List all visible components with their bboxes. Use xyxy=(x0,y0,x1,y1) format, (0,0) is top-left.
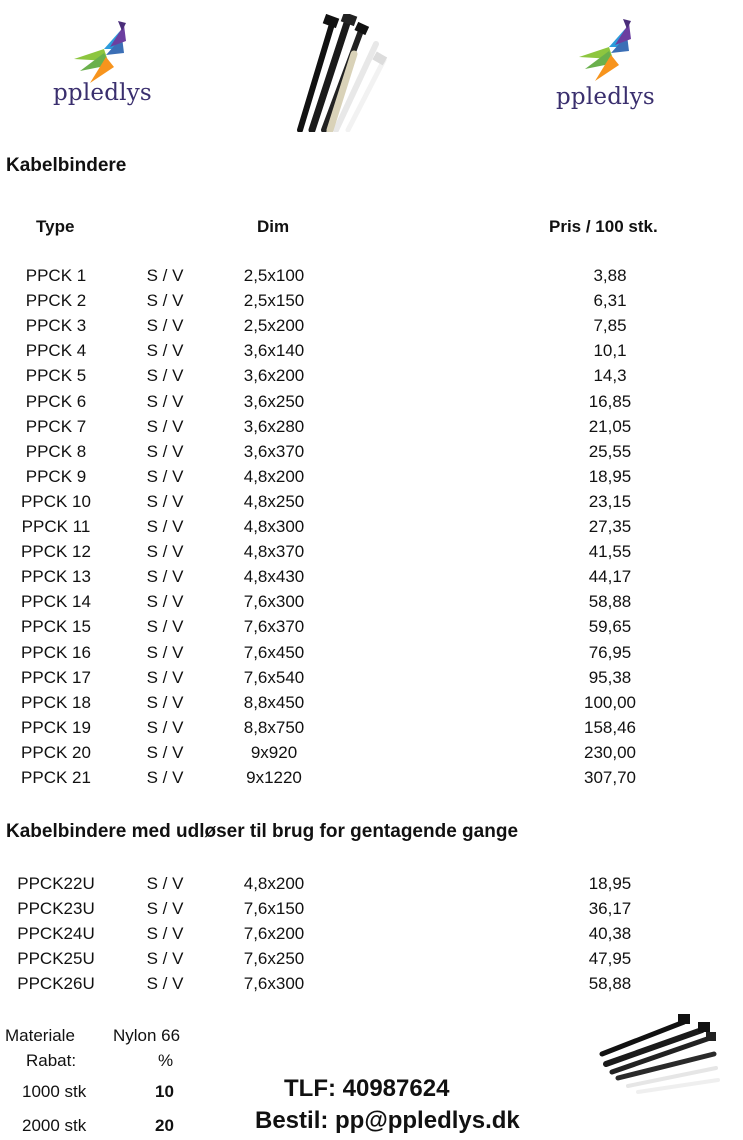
cell-type: PPCK25U xyxy=(17,949,95,969)
cell-type: PPCK26U xyxy=(17,974,95,994)
cell-type: PPCK 4 xyxy=(25,341,87,361)
table-row xyxy=(0,592,743,617)
cell-dim: 7,6x250 xyxy=(243,949,305,969)
cell-price: 95,38 xyxy=(588,667,632,687)
cell-dim: 3,6x250 xyxy=(243,391,305,411)
cell-type: PPCK 7 xyxy=(25,416,87,436)
cell-price: 18,95 xyxy=(588,466,632,486)
cell-dim: 8,8x750 xyxy=(243,717,305,737)
cell-dim: 4,8x200 xyxy=(243,874,305,893)
cell-type: PPCK22U xyxy=(17,874,95,893)
cell-type: PPCK 2 xyxy=(25,291,87,311)
cell-price: 21,05 xyxy=(588,416,632,436)
cell-price: 58,88 xyxy=(588,974,632,994)
table-row xyxy=(0,517,743,542)
table-row xyxy=(0,492,743,517)
cell-sv: S / V xyxy=(146,466,184,486)
cell-sv: S / V xyxy=(146,366,184,386)
cell-sv: S / V xyxy=(146,592,184,612)
phone-number: TLF: 40987624 xyxy=(284,1075,450,1102)
table-row xyxy=(0,316,743,341)
column-header-dim: Dim xyxy=(257,217,290,236)
cell-dim: 4,8x250 xyxy=(243,491,305,511)
cell-sv: S / V xyxy=(146,517,184,536)
table-row xyxy=(0,617,743,642)
cell-dim: 3,6x200 xyxy=(243,366,305,386)
cell-dim: 3,6x280 xyxy=(243,416,305,436)
cell-dim: 7,6x450 xyxy=(243,642,305,662)
table-row xyxy=(0,442,743,467)
cell-dim: 2,5x100 xyxy=(243,266,305,285)
table-row xyxy=(0,567,743,592)
cell-type: PPCK 8 xyxy=(25,441,87,461)
tier1-quantity: 1000 stk xyxy=(22,1082,87,1101)
section-title-kabelbindere: Kabelbindere xyxy=(6,155,127,176)
table-row xyxy=(0,417,743,442)
table-row xyxy=(0,643,743,668)
table-row xyxy=(0,341,743,366)
cell-type: PPCK 1 xyxy=(25,266,87,285)
table-row xyxy=(0,366,743,391)
cell-price: 25,55 xyxy=(588,441,632,461)
cell-sv: S / V xyxy=(146,874,184,893)
cell-type: PPCK 6 xyxy=(25,391,87,411)
cell-dim: 3,6x370 xyxy=(243,441,305,461)
cell-price: 58,88 xyxy=(588,592,632,612)
cell-price: 230,00 xyxy=(584,742,636,762)
cell-dim: 3,6x140 xyxy=(243,341,305,361)
table-row xyxy=(0,899,743,924)
cell-price: 36,17 xyxy=(588,899,632,919)
cell-type: PPCK24U xyxy=(17,924,95,944)
cell-sv: S / V xyxy=(146,266,184,285)
table-row xyxy=(0,743,743,768)
cell-price: 158,46 xyxy=(584,717,636,737)
cell-dim: 7,6x370 xyxy=(243,617,305,637)
cell-sv: S / V xyxy=(146,567,184,587)
column-header-type: Type xyxy=(36,217,75,236)
cable-ties-image-small xyxy=(598,1008,722,1098)
cell-type: PPCK 5 xyxy=(25,366,87,386)
cell-dim: 7,6x540 xyxy=(243,667,305,687)
column-header-price: Pris / 100 stk. xyxy=(549,217,658,236)
cell-dim: 7,6x300 xyxy=(243,592,305,612)
cell-dim: 9x920 xyxy=(250,742,298,762)
tier2-percent: 20 xyxy=(155,1116,174,1135)
tier2-quantity: 2000 stk xyxy=(22,1116,87,1135)
cell-dim: 4,8x200 xyxy=(243,466,305,486)
cell-sv: S / V xyxy=(146,692,184,712)
cell-dim: 4,8x370 xyxy=(243,542,305,562)
table-row xyxy=(0,392,743,417)
cell-sv: S / V xyxy=(146,542,184,562)
cell-type: PPCK 21 xyxy=(21,768,91,787)
cell-dim: 2,5x200 xyxy=(243,316,305,336)
cell-sv: S / V xyxy=(146,949,184,969)
cell-price: 44,17 xyxy=(588,567,632,587)
cell-dim: 8,8x450 xyxy=(243,692,305,712)
cell-dim: 9x1220 xyxy=(246,768,302,787)
cell-price: 47,95 xyxy=(588,949,632,969)
table-row xyxy=(0,668,743,693)
material-label: Materiale xyxy=(5,1026,75,1045)
rabat-unit: % xyxy=(158,1051,174,1070)
cable-ties-image xyxy=(290,14,390,132)
cell-sv: S / V xyxy=(146,667,184,687)
cell-dim: 7,6x300 xyxy=(243,974,305,994)
cell-type: PPCK23U xyxy=(17,899,95,919)
cell-sv: S / V xyxy=(146,974,184,994)
cell-sv: S / V xyxy=(146,617,184,637)
brand-name-left: ppledlys xyxy=(53,80,152,106)
brand-name-right: ppledlys xyxy=(556,84,655,110)
cell-sv: S / V xyxy=(146,491,184,511)
table-row xyxy=(0,291,743,316)
cell-dim: 7,6x150 xyxy=(243,899,305,919)
table-row xyxy=(0,542,743,567)
cell-price: 41,55 xyxy=(588,542,632,562)
table-row xyxy=(0,924,743,949)
cell-type: PPCK 13 xyxy=(21,567,91,587)
cell-type: PPCK 3 xyxy=(25,316,87,336)
cell-type: PPCK 16 xyxy=(21,642,91,662)
cell-price: 23,15 xyxy=(588,491,632,511)
cell-type: PPCK 9 xyxy=(25,466,87,486)
cell-price: 10,1 xyxy=(593,341,627,361)
cell-price: 59,65 xyxy=(588,617,632,637)
cell-sv: S / V xyxy=(146,742,184,762)
cell-price: 76,95 xyxy=(588,642,632,662)
table-row xyxy=(0,974,743,999)
cell-dim: 4,8x300 xyxy=(243,517,305,536)
cell-price: 18,95 xyxy=(588,874,632,893)
cell-type: PPCK 20 xyxy=(21,742,91,762)
cell-type: PPCK 19 xyxy=(21,717,91,737)
cell-price: 7,85 xyxy=(593,316,627,336)
cell-sv: S / V xyxy=(146,441,184,461)
cell-sv: S / V xyxy=(146,416,184,436)
table-row xyxy=(0,874,743,899)
section-title-releasable: Kabelbindere med udløser til brug for gentagende gange xyxy=(6,821,519,842)
cell-type: PPCK 11 xyxy=(21,517,91,536)
cell-price: 16,85 xyxy=(588,391,632,411)
cell-sv: S / V xyxy=(146,316,184,336)
cell-type: PPCK 17 xyxy=(21,667,91,687)
table-row xyxy=(0,768,743,793)
cell-dim: 4,8x430 xyxy=(243,567,305,587)
rabat-label: Rabat: xyxy=(26,1051,77,1070)
cell-price: 307,70 xyxy=(584,768,636,787)
order-email[interactable]: Bestil: pp@ppledlys.dk xyxy=(255,1107,520,1134)
cell-price: 14,3 xyxy=(593,366,627,386)
cell-sv: S / V xyxy=(146,717,184,737)
table-row xyxy=(0,949,743,974)
cell-price: 100,00 xyxy=(584,692,636,712)
cell-sv: S / V xyxy=(146,924,184,944)
cell-sv: S / V xyxy=(146,642,184,662)
cell-type: PPCK 15 xyxy=(21,617,91,637)
cell-type: PPCK 14 xyxy=(21,592,91,612)
cell-type: PPCK 10 xyxy=(21,491,91,511)
tier1-percent: 10 xyxy=(155,1082,174,1101)
table-row xyxy=(0,266,743,291)
cell-price: 40,38 xyxy=(588,924,632,944)
cell-sv: S / V xyxy=(146,291,184,311)
material-value: Nylon 66 xyxy=(113,1026,181,1045)
cell-sv: S / V xyxy=(146,899,184,919)
cell-type: PPCK 18 xyxy=(21,692,91,712)
cell-sv: S / V xyxy=(146,341,184,361)
table-row xyxy=(0,693,743,718)
cell-sv: S / V xyxy=(146,391,184,411)
cell-price: 3,88 xyxy=(593,266,627,285)
cell-dim: 2,5x150 xyxy=(243,291,305,311)
table-row xyxy=(0,718,743,743)
cell-dim: 7,6x200 xyxy=(243,924,305,944)
cell-price: 27,35 xyxy=(588,517,632,536)
table-row xyxy=(0,467,743,492)
cell-price: 6,31 xyxy=(593,291,627,311)
cell-sv: S / V xyxy=(146,768,184,787)
cell-type: PPCK 12 xyxy=(21,542,91,562)
